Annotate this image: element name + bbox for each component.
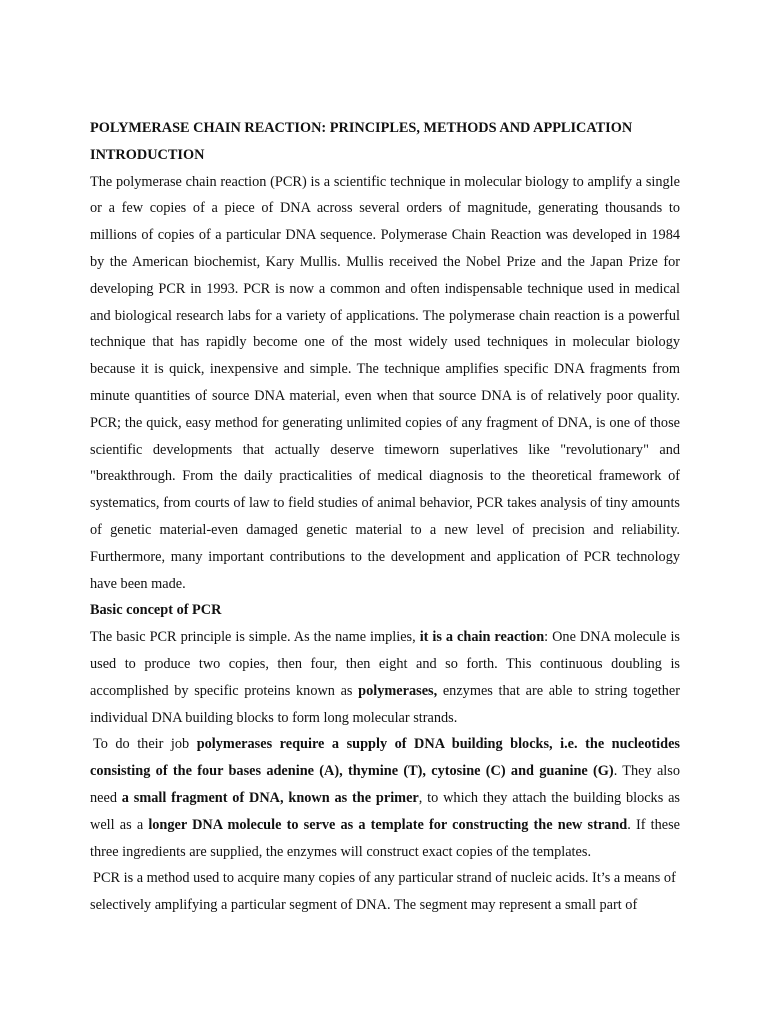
bold-run: a small fragment of DNA, known as the primer <box>121 789 419 806</box>
polymerase-requirements-paragraph <box>90 731 680 865</box>
basic-concept-heading: Basic concept of PCR <box>90 602 222 619</box>
pcr-method-paragraph: PCR is a method used to acquire many copies of any particular strand of nucleic acids. It’s a means of selectively amplifying a particular segment of DNA. The segment may represent a small part of <box>90 870 676 914</box>
text-run: . They also need <box>90 763 680 806</box>
text-run: . If these three ingredients are supplied, the enzymes will construct exact copies of the templates. <box>90 816 681 860</box>
document-page <box>90 115 680 919</box>
introduction-paragraph: The polymerase chain reaction (PCR) is a scientific technique in molecular biology to amplify a single or a few copies of a piece of DNA across several orders of magnitude, generating thousands to millions of copies of a particular DNA sequence. Polymerase Chain Reaction was developed in 1984 by the American biochemist, Kary Mullis. Mullis received the Nobel Prize and the Japan Prize for developing PCR in 1993. PCR is now a common and often indispensable technique used in medical and biological research labs for a variety of applications. The polymerase chain reaction is a powerful technique that has rapidly become one of the most widely used techniques in molecular biology because it is quick, inexpensive and simple. The technique amplifies specific DNA fragments from minute quantities of source DNA material, even when that source DNA is of relatively poor quality. PCR; the quick, easy method for generating unlimited copies of any fragment of DNA, is one of those scientific developments that actually deserve timeworn superlatives like "revolutionary" and "breakthrough. From the daily practicalities of medical diagnosis to the theoretical framework of systematics, from courts of law to field studies of animal behavior, PCR takes analysis of tiny amounts of genetic material-even damaged genetic material to a new level of precision and reliability. Furthermore, many important contributions to the development and application of PCR technology have been made. <box>90 173 680 592</box>
bold-run: polymerases, <box>358 682 438 699</box>
introduction-heading: INTRODUCTION <box>90 146 205 163</box>
text-run: To do their job <box>93 736 197 753</box>
bold-run: longer DNA molecule to serve as a template for constructing the new strand <box>148 816 628 833</box>
bold-run: polymerases require a supply of DNA building blocks, i.e. the nucleotides consisting of the four bases adenine (A), thymine (T), cytosine (C) and guanine (G) <box>90 736 680 780</box>
text-run: , to which they attach the building blocks as well as a <box>90 789 680 833</box>
bold-run: it is a chain reaction <box>419 629 545 646</box>
text-run: : One DNA molecule is used to produce two copies, then four, then eight and so forth. This continuous doubling is accomplished by specific proteins known as <box>90 629 680 699</box>
text-run: The basic PCR principle is simple. As the name implies, <box>90 629 420 646</box>
text-run: enzymes that are able to string together individual DNA building blocks to form long molecular strands. <box>90 682 680 726</box>
basic-concept-paragraph <box>90 624 680 731</box>
document-title: POLYMERASE CHAIN REACTION: PRINCIPLES, METHODS AND APPLICATION <box>90 120 633 136</box>
